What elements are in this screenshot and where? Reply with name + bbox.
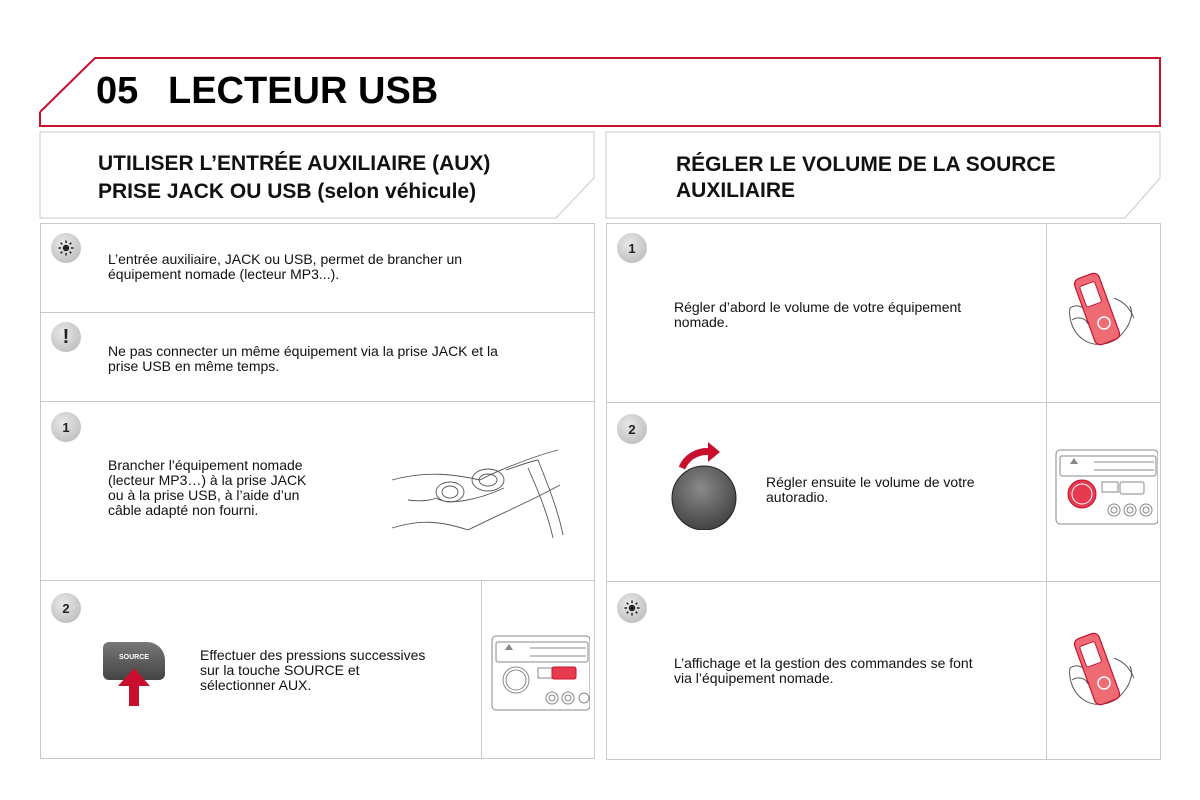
left-tip-line1: L’entrée auxiliaire, JACK ou USB, permet de brancher un: [108, 251, 463, 267]
arrow-up-icon: [116, 668, 152, 708]
right-step2-line2: autoradio.: [766, 489, 829, 505]
jack-usb-socket-illustration: [388, 440, 568, 540]
right-step1-line2: nomade.: [674, 314, 729, 330]
mp3-player-in-hand-icon: [1064, 268, 1144, 354]
right-tip-line2: via l’équipement nomade.: [674, 670, 834, 686]
step-number-badge: 1: [51, 412, 81, 442]
right-step1-line1: Régler d’abord le volume de votre équipement: [674, 299, 962, 315]
left-tip-text: [108, 252, 462, 282]
step-number-badge: 2: [617, 414, 647, 444]
left-step1-line2: (lecteur MP3…) à la prise JACK: [108, 472, 307, 488]
radio-panel-volume-illustration: [1054, 446, 1158, 528]
rotate-knob-icon: [668, 440, 748, 530]
step-number-badge: 2: [51, 593, 81, 623]
right-step2-line1: Régler ensuite le volume de votre: [766, 474, 975, 490]
left-tip-line2: équipement nomade (lecteur MP3...).: [108, 266, 340, 282]
left-section-title: [98, 150, 490, 206]
left-title-line1: UTILISER L’ENTRÉE AUXILIAIRE (AUX): [98, 152, 491, 175]
warning-badge: !: [51, 322, 81, 352]
left-step2-line1: Effectuer des pressions successives: [200, 647, 426, 663]
left-step1-line3: ou à la prise USB, à l’aide d’un: [108, 487, 300, 503]
step-number-badge: 1: [617, 233, 647, 263]
mp3-player-in-hand-icon: [1064, 628, 1144, 714]
right-tip-text: [674, 656, 973, 686]
left-step2-line2: sur la touche SOURCE et: [200, 662, 360, 678]
right-step2-text: [766, 475, 975, 505]
left-step1-line1: Brancher l’équipement nomade: [108, 457, 303, 473]
divider: [1046, 402, 1047, 582]
left-step2-line3: sélectionner AUX.: [200, 677, 312, 693]
chapter-number: 05: [96, 70, 139, 112]
left-step1-line4: câble adapté non fourni.: [108, 502, 259, 518]
right-step1-text: [674, 300, 961, 330]
page-title: LECTEUR USB: [168, 70, 439, 112]
divider: [481, 580, 482, 759]
right-title-line1: RÉGLER LE VOLUME DE LA SOURCE: [676, 153, 1056, 176]
radio-panel-illustration: [490, 632, 590, 714]
left-warning-line1: Ne pas connecter un même équipement via la prise JACK et la: [108, 343, 498, 359]
right-section-title: [676, 152, 1056, 204]
left-warning-text: [108, 344, 498, 374]
lightbulb-icon: [51, 233, 81, 263]
right-tip-line1: L’affichage et la gestion des commandes se font: [674, 655, 973, 671]
left-title-line2: PRISE JACK OU USB (selon véhicule): [98, 180, 477, 203]
lightbulb-icon: [617, 593, 647, 623]
source-button-label: SOURCE: [119, 654, 149, 661]
left-warning-line2: prise USB en même temps.: [108, 358, 280, 374]
divider: [1046, 223, 1047, 403]
right-title-line2: AUXILIAIRE: [676, 179, 796, 202]
divider: [1046, 581, 1047, 760]
left-step1-text: [108, 458, 306, 518]
left-step2-text: [200, 648, 425, 693]
